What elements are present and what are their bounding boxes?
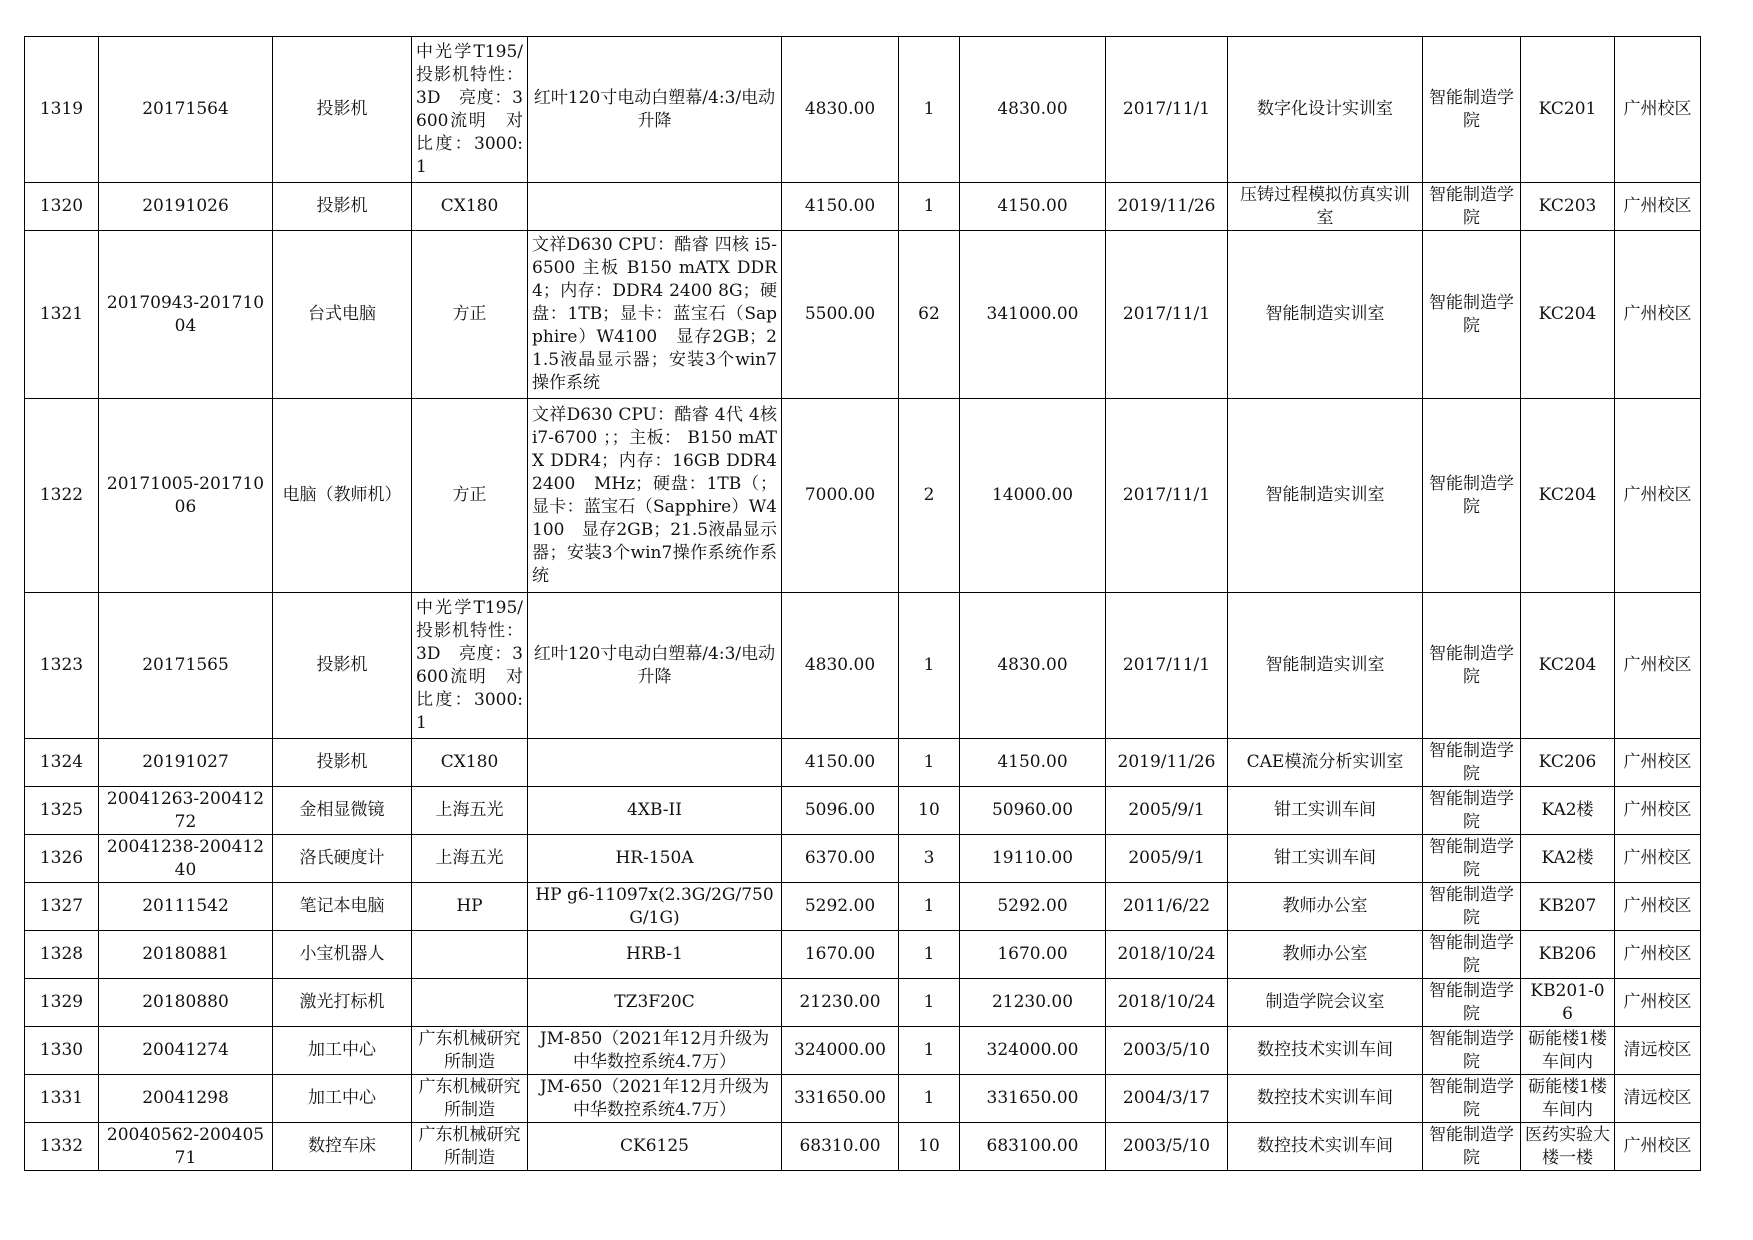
quantity-cell: 3 bbox=[899, 835, 960, 883]
total-amount-cell: 324000.00 bbox=[960, 1027, 1106, 1075]
total-amount-cell: 4150.00 bbox=[960, 739, 1106, 787]
location-cell: KB201-06 bbox=[1521, 979, 1615, 1027]
unit-price-cell: 4830.00 bbox=[782, 37, 899, 183]
brand-spec-cell: 方正 bbox=[412, 231, 528, 399]
purchase-date-cell: 2004/3/17 bbox=[1106, 1075, 1228, 1123]
location-cell: KC204 bbox=[1521, 231, 1615, 399]
row-number-cell: 1329 bbox=[25, 979, 99, 1027]
row-number-cell: 1328 bbox=[25, 931, 99, 979]
model-spec-cell: HRB-1 bbox=[528, 931, 782, 979]
asset-code-cell: 20040562-20040571 bbox=[99, 1123, 273, 1171]
total-amount-cell: 1670.00 bbox=[960, 931, 1106, 979]
model-spec-cell: TZ3F20C bbox=[528, 979, 782, 1027]
model-spec-cell bbox=[528, 183, 782, 231]
row-number-cell: 1325 bbox=[25, 787, 99, 835]
department-cell: 智能制造学院 bbox=[1423, 739, 1521, 787]
department-cell: 智能制造学院 bbox=[1423, 883, 1521, 931]
asset-code-cell: 20171564 bbox=[99, 37, 273, 183]
asset-name-cell: 小宝机器人 bbox=[273, 931, 412, 979]
table-row bbox=[25, 739, 1701, 787]
department-cell: 智能制造学院 bbox=[1423, 931, 1521, 979]
purchase-date-cell: 2017/11/1 bbox=[1106, 37, 1228, 183]
table-row bbox=[25, 1027, 1701, 1075]
asset-name-cell: 加工中心 bbox=[273, 1027, 412, 1075]
model-spec-cell: 红叶120寸电动白塑幕/4:3/电动升降 bbox=[528, 593, 782, 739]
table-row bbox=[25, 593, 1701, 739]
asset-name-cell: 笔记本电脑 bbox=[273, 883, 412, 931]
quantity-cell: 10 bbox=[899, 1123, 960, 1171]
model-spec-cell: 文祥D630 CPU：酷睿 4代 4核 i7-6700 ；；主板： B150 mATX DDR4；内存：16GB DDR4 2400 MHz；硬盘：1TB（；显卡：蓝宝石（Sapphire）W4100 显存2GB；21.5液晶显示器；安装3个win7操作系统作系统 bbox=[528, 399, 782, 593]
campus-cell: 广州校区 bbox=[1615, 883, 1701, 931]
total-amount-cell: 4830.00 bbox=[960, 37, 1106, 183]
table-row bbox=[25, 37, 1701, 183]
quantity-cell: 1 bbox=[899, 979, 960, 1027]
table-row bbox=[25, 1075, 1701, 1123]
room-name-cell: 钳工实训车间 bbox=[1228, 787, 1423, 835]
room-name-cell: 数字化设计实训室 bbox=[1228, 37, 1423, 183]
row-number-cell: 1322 bbox=[25, 399, 99, 593]
unit-price-cell: 21230.00 bbox=[782, 979, 899, 1027]
purchase-date-cell: 2005/9/1 bbox=[1106, 787, 1228, 835]
total-amount-cell: 19110.00 bbox=[960, 835, 1106, 883]
campus-cell: 广州校区 bbox=[1615, 979, 1701, 1027]
model-spec-cell: HP g6-11097x(2.3G/2G/750G/1G) bbox=[528, 883, 782, 931]
asset-name-cell: 金相显微镜 bbox=[273, 787, 412, 835]
asset-code-cell: 20191026 bbox=[99, 183, 273, 231]
row-number-cell: 1332 bbox=[25, 1123, 99, 1171]
row-number-cell: 1320 bbox=[25, 183, 99, 231]
quantity-cell: 1 bbox=[899, 183, 960, 231]
total-amount-cell: 50960.00 bbox=[960, 787, 1106, 835]
campus-cell: 广州校区 bbox=[1615, 399, 1701, 593]
department-cell: 智能制造学院 bbox=[1423, 231, 1521, 399]
unit-price-cell: 324000.00 bbox=[782, 1027, 899, 1075]
asset-name-cell: 投影机 bbox=[273, 593, 412, 739]
purchase-date-cell: 2019/11/26 bbox=[1106, 183, 1228, 231]
model-spec-cell: 文祥D630 CPU：酷睿 四核 i5-6500 主板 B150 mATX DDR4；内存：DDR4 2400 8G；硬盘：1TB；显卡：蓝宝石（Sapphire）W4100 显存2GB；21.5液晶显示器；安装3个win7操作系统 bbox=[528, 231, 782, 399]
campus-cell: 广州校区 bbox=[1615, 1123, 1701, 1171]
asset-name-cell: 加工中心 bbox=[273, 1075, 412, 1123]
quantity-cell: 1 bbox=[899, 593, 960, 739]
quantity-cell: 1 bbox=[899, 1075, 960, 1123]
location-cell: KA2楼 bbox=[1521, 787, 1615, 835]
row-number-cell: 1321 bbox=[25, 231, 99, 399]
asset-name-cell: 洛氏硬度计 bbox=[273, 835, 412, 883]
location-cell: KB206 bbox=[1521, 931, 1615, 979]
row-number-cell: 1323 bbox=[25, 593, 99, 739]
quantity-cell: 1 bbox=[899, 739, 960, 787]
unit-price-cell: 7000.00 bbox=[782, 399, 899, 593]
brand-spec-cell: 中光学T195/投影机特性：3D 亮度：3600流明 对比度：3000:1 bbox=[412, 37, 528, 183]
brand-spec-cell: 上海五光 bbox=[412, 835, 528, 883]
quantity-cell: 2 bbox=[899, 399, 960, 593]
room-name-cell: 教师办公室 bbox=[1228, 883, 1423, 931]
room-name-cell: 数控技术实训车间 bbox=[1228, 1027, 1423, 1075]
location-cell: KC204 bbox=[1521, 399, 1615, 593]
room-name-cell: 数控技术实训车间 bbox=[1228, 1075, 1423, 1123]
brand-spec-cell: CX180 bbox=[412, 183, 528, 231]
model-spec-cell: HR-150A bbox=[528, 835, 782, 883]
unit-price-cell: 1670.00 bbox=[782, 931, 899, 979]
quantity-cell: 10 bbox=[899, 787, 960, 835]
total-amount-cell: 5292.00 bbox=[960, 883, 1106, 931]
asset-code-cell: 20191027 bbox=[99, 739, 273, 787]
unit-price-cell: 6370.00 bbox=[782, 835, 899, 883]
campus-cell: 广州校区 bbox=[1615, 231, 1701, 399]
asset-name-cell: 激光打标机 bbox=[273, 979, 412, 1027]
asset-code-cell: 20041298 bbox=[99, 1075, 273, 1123]
room-name-cell: 制造学院会议室 bbox=[1228, 979, 1423, 1027]
asset-code-cell: 20180880 bbox=[99, 979, 273, 1027]
row-number-cell: 1327 bbox=[25, 883, 99, 931]
asset-code-cell: 20041263-20041272 bbox=[99, 787, 273, 835]
brand-spec-cell: 广东机械研究所制造 bbox=[412, 1123, 528, 1171]
room-name-cell: 钳工实训车间 bbox=[1228, 835, 1423, 883]
table-row bbox=[25, 1123, 1701, 1171]
purchase-date-cell: 2019/11/26 bbox=[1106, 739, 1228, 787]
campus-cell: 广州校区 bbox=[1615, 739, 1701, 787]
table-row bbox=[25, 931, 1701, 979]
total-amount-cell: 683100.00 bbox=[960, 1123, 1106, 1171]
quantity-cell: 1 bbox=[899, 883, 960, 931]
table-row bbox=[25, 835, 1701, 883]
room-name-cell: 数控技术实训车间 bbox=[1228, 1123, 1423, 1171]
unit-price-cell: 331650.00 bbox=[782, 1075, 899, 1123]
purchase-date-cell: 2018/10/24 bbox=[1106, 931, 1228, 979]
quantity-cell: 1 bbox=[899, 1027, 960, 1075]
department-cell: 智能制造学院 bbox=[1423, 1075, 1521, 1123]
purchase-date-cell: 2005/9/1 bbox=[1106, 835, 1228, 883]
department-cell: 智能制造学院 bbox=[1423, 787, 1521, 835]
total-amount-cell: 14000.00 bbox=[960, 399, 1106, 593]
purchase-date-cell: 2003/5/10 bbox=[1106, 1123, 1228, 1171]
location-cell: 医药实验大楼一楼 bbox=[1521, 1123, 1615, 1171]
room-name-cell: 压铸过程模拟仿真实训室 bbox=[1228, 183, 1423, 231]
location-cell: KC204 bbox=[1521, 593, 1615, 739]
quantity-cell: 1 bbox=[899, 37, 960, 183]
department-cell: 智能制造学院 bbox=[1423, 1123, 1521, 1171]
purchase-date-cell: 2017/11/1 bbox=[1106, 399, 1228, 593]
asset-code-cell: 20180881 bbox=[99, 931, 273, 979]
department-cell: 智能制造学院 bbox=[1423, 835, 1521, 883]
asset-name-cell: 投影机 bbox=[273, 37, 412, 183]
row-number-cell: 1326 bbox=[25, 835, 99, 883]
asset-name-cell: 电脑（教师机） bbox=[273, 399, 412, 593]
quantity-cell: 62 bbox=[899, 231, 960, 399]
brand-spec-cell: CX180 bbox=[412, 739, 528, 787]
unit-price-cell: 5096.00 bbox=[782, 787, 899, 835]
brand-spec-cell: 中光学T195/投影机特性：3D 亮度：3600流明 对比度：3000:1 bbox=[412, 593, 528, 739]
model-spec-cell: JM-850（2021年12月升级为中华数控系统4.7万） bbox=[528, 1027, 782, 1075]
campus-cell: 广州校区 bbox=[1615, 593, 1701, 739]
brand-spec-cell: 广东机械研究所制造 bbox=[412, 1075, 528, 1123]
campus-cell: 广州校区 bbox=[1615, 931, 1701, 979]
campus-cell: 广州校区 bbox=[1615, 787, 1701, 835]
department-cell: 智能制造学院 bbox=[1423, 979, 1521, 1027]
brand-spec-cell: 广东机械研究所制造 bbox=[412, 1027, 528, 1075]
asset-code-cell: 20041238-20041240 bbox=[99, 835, 273, 883]
campus-cell: 清远校区 bbox=[1615, 1075, 1701, 1123]
model-spec-cell: CK6125 bbox=[528, 1123, 782, 1171]
asset-name-cell: 台式电脑 bbox=[273, 231, 412, 399]
campus-cell: 清远校区 bbox=[1615, 1027, 1701, 1075]
total-amount-cell: 21230.00 bbox=[960, 979, 1106, 1027]
unit-price-cell: 5500.00 bbox=[782, 231, 899, 399]
department-cell: 智能制造学院 bbox=[1423, 37, 1521, 183]
asset-name-cell: 投影机 bbox=[273, 739, 412, 787]
total-amount-cell: 341000.00 bbox=[960, 231, 1106, 399]
table-row bbox=[25, 231, 1701, 399]
purchase-date-cell: 2018/10/24 bbox=[1106, 979, 1228, 1027]
campus-cell: 广州校区 bbox=[1615, 835, 1701, 883]
location-cell: KC203 bbox=[1521, 183, 1615, 231]
location-cell: 砺能楼1楼车间内 bbox=[1521, 1075, 1615, 1123]
asset-code-cell: 20171005-20171006 bbox=[99, 399, 273, 593]
purchase-date-cell: 2017/11/1 bbox=[1106, 231, 1228, 399]
quantity-cell: 1 bbox=[899, 931, 960, 979]
model-spec-cell: 红叶120寸电动白塑幕/4:3/电动升降 bbox=[528, 37, 782, 183]
unit-price-cell: 4830.00 bbox=[782, 593, 899, 739]
asset-code-cell: 20111542 bbox=[99, 883, 273, 931]
table-row bbox=[25, 399, 1701, 593]
unit-price-cell: 68310.00 bbox=[782, 1123, 899, 1171]
unit-price-cell: 4150.00 bbox=[782, 183, 899, 231]
row-number-cell: 1330 bbox=[25, 1027, 99, 1075]
room-name-cell: 智能制造实训室 bbox=[1228, 231, 1423, 399]
model-spec-cell: 4XB-II bbox=[528, 787, 782, 835]
department-cell: 智能制造学院 bbox=[1423, 593, 1521, 739]
campus-cell: 广州校区 bbox=[1615, 37, 1701, 183]
asset-code-cell: 20171565 bbox=[99, 593, 273, 739]
row-number-cell: 1324 bbox=[25, 739, 99, 787]
location-cell: KB207 bbox=[1521, 883, 1615, 931]
brand-spec-cell: 上海五光 bbox=[412, 787, 528, 835]
asset-code-cell: 20041274 bbox=[99, 1027, 273, 1075]
asset-name-cell: 数控车床 bbox=[273, 1123, 412, 1171]
room-name-cell: 智能制造实训室 bbox=[1228, 399, 1423, 593]
department-cell: 智能制造学院 bbox=[1423, 183, 1521, 231]
total-amount-cell: 331650.00 bbox=[960, 1075, 1106, 1123]
purchase-date-cell: 2011/6/22 bbox=[1106, 883, 1228, 931]
brand-spec-cell bbox=[412, 979, 528, 1027]
table-row bbox=[25, 787, 1701, 835]
asset-code-cell: 20170943-20171004 bbox=[99, 231, 273, 399]
campus-cell: 广州校区 bbox=[1615, 183, 1701, 231]
brand-spec-cell: HP bbox=[412, 883, 528, 931]
location-cell: KC201 bbox=[1521, 37, 1615, 183]
row-number-cell: 1331 bbox=[25, 1075, 99, 1123]
location-cell: KC206 bbox=[1521, 739, 1615, 787]
room-name-cell: 智能制造实训室 bbox=[1228, 593, 1423, 739]
unit-price-cell: 4150.00 bbox=[782, 739, 899, 787]
total-amount-cell: 4830.00 bbox=[960, 593, 1106, 739]
location-cell: KA2楼 bbox=[1521, 835, 1615, 883]
room-name-cell: 教师办公室 bbox=[1228, 931, 1423, 979]
table-row bbox=[25, 183, 1701, 231]
purchase-date-cell: 2003/5/10 bbox=[1106, 1027, 1228, 1075]
room-name-cell: CAE模流分析实训室 bbox=[1228, 739, 1423, 787]
model-spec-cell bbox=[528, 739, 782, 787]
asset-name-cell: 投影机 bbox=[273, 183, 412, 231]
total-amount-cell: 4150.00 bbox=[960, 183, 1106, 231]
department-cell: 智能制造学院 bbox=[1423, 399, 1521, 593]
row-number-cell: 1319 bbox=[25, 37, 99, 183]
department-cell: 智能制造学院 bbox=[1423, 1027, 1521, 1075]
location-cell: 砺能楼1楼车间内 bbox=[1521, 1027, 1615, 1075]
brand-spec-cell bbox=[412, 931, 528, 979]
brand-spec-cell: 方正 bbox=[412, 399, 528, 593]
table-row bbox=[25, 979, 1701, 1027]
purchase-date-cell: 2017/11/1 bbox=[1106, 593, 1228, 739]
table-row bbox=[25, 883, 1701, 931]
model-spec-cell: JM-650（2021年12月升级为中华数控系统4.7万） bbox=[528, 1075, 782, 1123]
asset-table bbox=[24, 36, 1701, 1171]
unit-price-cell: 5292.00 bbox=[782, 883, 899, 931]
